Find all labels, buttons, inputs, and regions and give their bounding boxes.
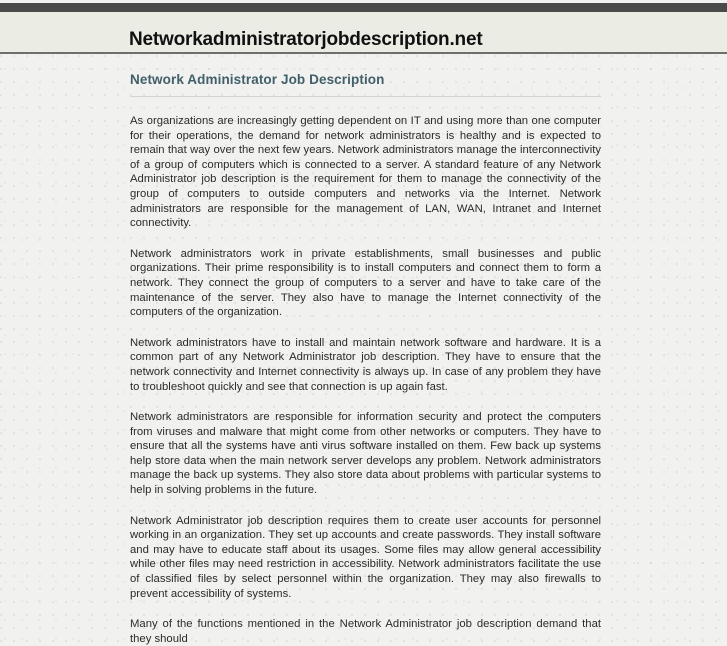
paragraph: Many of the functions mentioned in the Network Administrator job description demand that they should [130, 618, 601, 645]
paragraph: Network Administrator job description requires them to create user accounts for personnel working in an organization. They set up accounts and create passwords. They install software and may have to educate staff about its usages. Some files may allow general accessibility while other files may need restriction in accessibility. Network administrators facilitate the use of classified files by select personnel within the organization. They may also firewalls to prevent accessibility of systems. [130, 514, 601, 600]
site-header [0, 3, 727, 54]
paragraph: As organizations are increasingly getting dependent on IT and using more than one computer for their operations, the demand for network administrators is healthy and is expected to remain that way over the next few years. Network administrators manage the interconnectivity of a group of computers which is connected to a server. A standard feature of any Network Administrator job description is the requirement for them to manage the connectivity of the group of computers to outside computers and networks via the Internet. Network administrators are responsible for the management of LAN, WAN, Intranet and Internet connectivity. [130, 115, 601, 230]
article-body [130, 114, 601, 646]
site-title: Networkadministratorjobdescription.net [129, 29, 483, 50]
main-content [0, 54, 727, 646]
page-root [0, 3, 727, 646]
page-title: Network Administrator Job Description [130, 72, 385, 87]
paragraph: Network administrators are responsible for information security and protect the computers from viruses and malware that might come from other networks or computers. They have to ensure that all the systems have anti virus software installed on them. Few back up systems help store data when the main network server develops any problem. Network administrators manage the back up systems. They also store data about problems with particular systems to help in solving problems in the future. [130, 411, 601, 497]
paragraph: Network administrators work in private establishments, small businesses and public organizations. Their prime responsibility is to install computers and connect them to form a network. They connect the group of computers to a server and have to take care of the maintenance of the server. They also have to manage the Internet connectivity of the computers of the organization. [130, 247, 601, 319]
heading-divider [130, 96, 601, 97]
content-column [130, 54, 601, 646]
paragraph: Network administrators have to install and maintain network software and hardware. It is a common part of any Network Administrator job description. They have to ensure that the network connectivity and Internet connectivity is always up. In case of any problem they have to troubleshoot quickly and see that connection is up again fast. [130, 336, 601, 393]
